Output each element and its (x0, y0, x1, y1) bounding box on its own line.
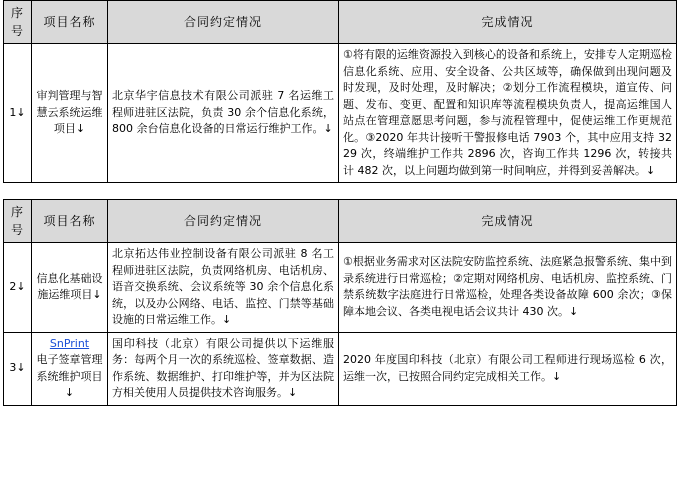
completion-status: ①将有限的运维资源投入到核心的设备和系统上，安排专人定期巡检信息化系统、应用、安全设备、公共区域等，确保做到出现问题及时发现，及时处理，及时解决；②划分工作流程模块，道宣传、问题、发布、变更、配置和知识库等流程模块负责人，提高运维国人站点在管理意愿思考问题，参与流程管理中，促使运维工作更规范化。③2020 年共计接听干警报修电话 7903 个，其中应用支持 3229 次，终端维护工作共 2896 次，咨询工作共 1296 次，转接共计 482 次，以上问题均做到第一时间响应，并得到妥善解决。↓ (339, 44, 677, 183)
table-2-header-name: 项目名称 (32, 200, 108, 243)
row-number: 1↓ (4, 44, 32, 183)
row-number: 2↓ (4, 243, 32, 333)
project-name: SnPrint 电子签章管理系统维护项目↓ (32, 332, 108, 405)
project-name: 信息化基础设施运维项目↓ (32, 243, 108, 333)
table-1-header-name: 项目名称 (32, 1, 108, 44)
completion-status: 2020 年度国印科技（北京）有限公司工程师进行现场巡检 6 次，运维一次，已按照合同约定完成相关工作。↓ (339, 332, 677, 405)
table-1-header-contract: 合同约定情况 (108, 1, 339, 44)
contract-terms: 北京华宇信息技术有限公司派驻 7 名运维工程师进驻区法院，负责 30 余个信息化系统，800 余台信息化设备的日常运行维护工作。↓ (108, 44, 339, 183)
table-row (4, 44, 677, 183)
row-number: 3↓ (4, 332, 32, 405)
table-row (4, 243, 677, 333)
contract-terms: 北京拓达伟业控制设备有限公司派驻 8 名工程师进驻区法院，负责网络机房、电话机房、语音交换系统、会议系统等 30 余个信息化系统，以及办公网络、电话、监控、门禁等基础设施的日常运维工作。↓ (108, 243, 339, 333)
table-1-header-num: 序号 (4, 1, 32, 44)
completion-status: ①根据业务需求对区法院安防监控系统、法庭紧急报警系统、集中到录系统进行日常巡检；②定期对网络机房、电话机房、监控系统、门禁系统数字法庭进行日常巡检，处理各类设备故障 600 余次；③保障本地会议、各类电视电话会议共计 430 次。↓ (339, 243, 677, 333)
table-2-header-status: 完成情况 (339, 200, 677, 243)
contract-table-1 (3, 0, 677, 183)
table-2-header-contract: 合同约定情况 (108, 200, 339, 243)
project-name: 审判管理与智慧云系统运维项目↓ (32, 44, 108, 183)
table-1-header-status: 完成情况 (339, 1, 677, 44)
table-row (4, 332, 677, 405)
table-2-header-num: 序号 (4, 200, 32, 243)
product-link[interactable]: SnPrint (49, 336, 90, 350)
table-spacer (0, 183, 679, 199)
table-1-header-row (4, 1, 677, 44)
table-2-header-row (4, 200, 677, 243)
contract-terms: 国印科技（北京）有限公司提供以下运维服务：每两个月一次的系统巡检、签章数据、造作系统、数据维护、打印维护等，并为区法院方相关使用人员提供技术咨询服务。↓ (108, 332, 339, 405)
contract-table-2 (3, 199, 677, 406)
